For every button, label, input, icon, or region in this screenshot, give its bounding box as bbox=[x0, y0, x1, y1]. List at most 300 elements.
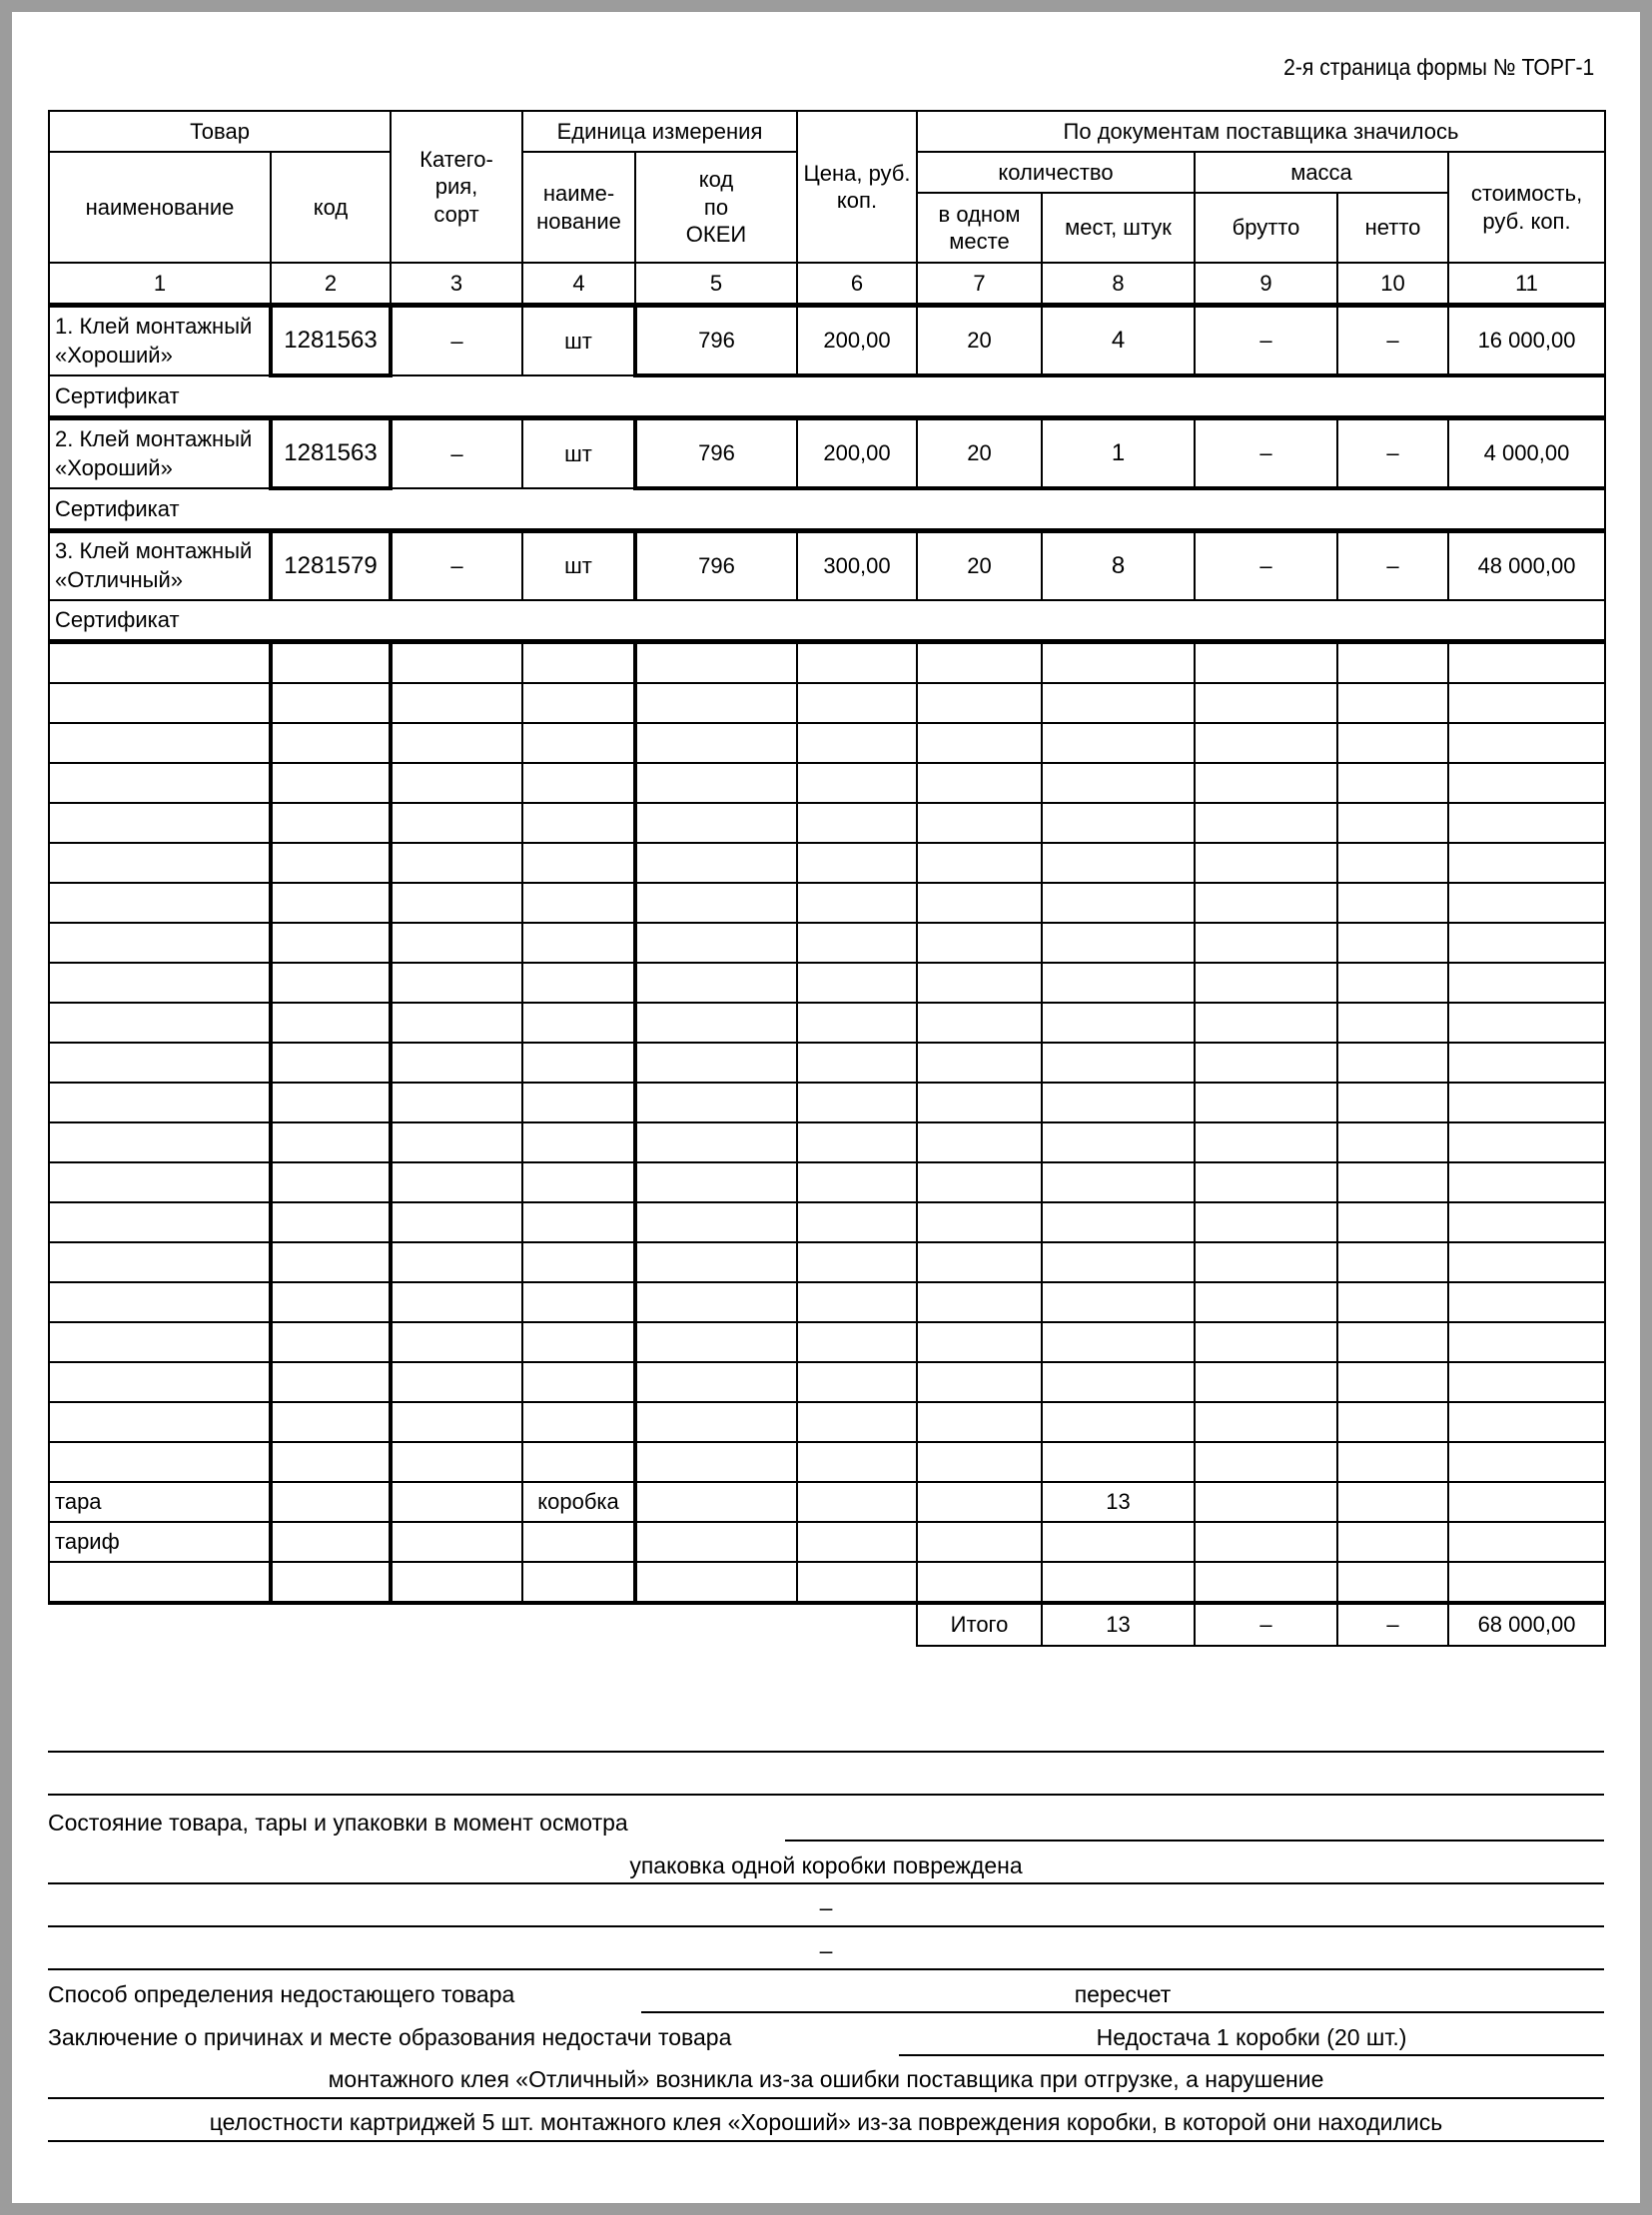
empty-cell bbox=[391, 642, 522, 684]
empty-cell bbox=[49, 1043, 271, 1083]
empty-cell bbox=[635, 923, 797, 963]
empty-table-row bbox=[49, 1242, 1605, 1282]
item-name: 3. Клей монтажный «Отличный» bbox=[49, 531, 271, 601]
empty-cell bbox=[49, 1242, 271, 1282]
header-per-place: в одном месте bbox=[917, 193, 1042, 263]
empty-cell bbox=[1042, 1242, 1195, 1282]
empty-cell bbox=[917, 1242, 1042, 1282]
empty-cell bbox=[635, 1043, 797, 1083]
empty-cell bbox=[1337, 683, 1448, 723]
empty-table-row bbox=[49, 1402, 1605, 1442]
column-number: 10 bbox=[1337, 263, 1448, 306]
totals-row bbox=[49, 1603, 1605, 1646]
empty-cell bbox=[49, 803, 271, 843]
empty-cell bbox=[797, 923, 917, 963]
empty-cell bbox=[49, 963, 271, 1003]
certificate-row bbox=[49, 488, 1605, 531]
empty-cell bbox=[635, 803, 797, 843]
header-quantity: количество bbox=[917, 152, 1195, 193]
empty-cell bbox=[49, 1282, 271, 1322]
empty-cell bbox=[1195, 803, 1337, 843]
empty-cell bbox=[1337, 1202, 1448, 1242]
empty-cell bbox=[635, 763, 797, 803]
column-number: 8 bbox=[1042, 263, 1195, 306]
empty-cell bbox=[1337, 803, 1448, 843]
empty-cell bbox=[391, 723, 522, 763]
empty-cell bbox=[49, 642, 271, 684]
empty-cell bbox=[1337, 1402, 1448, 1442]
item-per-place: 20 bbox=[917, 531, 1042, 601]
empty-cell bbox=[522, 763, 635, 803]
empty-cell bbox=[391, 923, 522, 963]
conclusion-line bbox=[48, 2140, 1604, 2142]
empty-cell bbox=[271, 1242, 391, 1282]
header-mass: масса bbox=[1195, 152, 1448, 193]
empty-cell bbox=[1042, 1003, 1195, 1043]
item-category: – bbox=[391, 306, 522, 376]
empty-cell bbox=[917, 1202, 1042, 1242]
empty-cell bbox=[49, 1162, 271, 1202]
empty-cell bbox=[49, 1442, 271, 1482]
empty-cell bbox=[797, 803, 917, 843]
empty-cell bbox=[1448, 683, 1605, 723]
header-okei: код по ОКЕИ bbox=[635, 152, 797, 263]
empty-cell bbox=[917, 1402, 1042, 1442]
item-okei: 796 bbox=[635, 531, 797, 601]
column-number: 9 bbox=[1195, 263, 1337, 306]
empty-cell bbox=[1448, 1003, 1605, 1043]
empty-cell bbox=[1337, 1362, 1448, 1402]
empty-cell bbox=[797, 1162, 917, 1202]
empty-cell bbox=[1195, 1122, 1337, 1162]
empty-table-row bbox=[49, 1162, 1605, 1202]
empty-cell bbox=[1042, 642, 1195, 684]
empty-cell bbox=[522, 1402, 635, 1442]
empty-cell bbox=[522, 883, 635, 923]
tarif-label: тариф bbox=[49, 1522, 271, 1562]
item-gross: – bbox=[1195, 306, 1337, 376]
empty-cell bbox=[391, 803, 522, 843]
empty-cell bbox=[917, 1362, 1042, 1402]
empty-cell bbox=[917, 963, 1042, 1003]
empty-cell bbox=[635, 1322, 797, 1362]
empty-cell bbox=[1195, 1362, 1337, 1402]
empty-cell bbox=[797, 883, 917, 923]
empty-cell bbox=[635, 1402, 797, 1442]
empty-cell bbox=[1337, 843, 1448, 883]
condition-line3: – bbox=[819, 1937, 833, 1963]
totals-cost: 68 000,00 bbox=[1448, 1603, 1605, 1646]
empty-cell bbox=[1042, 1442, 1195, 1482]
empty-cell bbox=[271, 723, 391, 763]
empty-cell bbox=[635, 642, 797, 684]
empty-cell bbox=[271, 883, 391, 923]
empty-table-row bbox=[49, 1322, 1605, 1362]
empty-cell bbox=[49, 923, 271, 963]
empty-cell bbox=[1042, 1282, 1195, 1322]
empty-cell bbox=[797, 1122, 917, 1162]
condition-line bbox=[48, 1882, 1604, 1884]
empty-cell bbox=[1042, 923, 1195, 963]
empty-cell bbox=[522, 1282, 635, 1322]
tara-unit: коробка bbox=[522, 1482, 635, 1522]
empty-cell bbox=[1042, 763, 1195, 803]
empty-cell bbox=[1448, 1083, 1605, 1122]
empty-cell bbox=[49, 763, 271, 803]
conclusion-label: Заключение о причинах и месте образования недостачи товара bbox=[48, 2024, 732, 2050]
empty-cell bbox=[1042, 1202, 1195, 1242]
empty-cell bbox=[1448, 963, 1605, 1003]
empty-cell bbox=[797, 1202, 917, 1242]
empty-cell bbox=[1042, 683, 1195, 723]
empty-cell bbox=[797, 1442, 917, 1482]
empty-cell bbox=[391, 683, 522, 723]
header-places: мест, штук bbox=[1042, 193, 1195, 263]
empty-table-row bbox=[49, 642, 1605, 684]
empty-cell bbox=[1195, 1043, 1337, 1083]
empty-cell bbox=[635, 1442, 797, 1482]
condition-value: упаковка одной коробки повреждена bbox=[629, 1852, 1023, 1878]
empty-cell bbox=[271, 1043, 391, 1083]
empty-cell bbox=[797, 1003, 917, 1043]
empty-cell bbox=[49, 1322, 271, 1362]
item-category: – bbox=[391, 531, 522, 601]
item-note: Сертификат bbox=[49, 488, 1605, 531]
empty-cell bbox=[1195, 1162, 1337, 1202]
empty-cell bbox=[1448, 1162, 1605, 1202]
header-unit-name: наиме-нование bbox=[522, 152, 635, 263]
item-cost: 16 000,00 bbox=[1448, 306, 1605, 376]
empty-cell bbox=[391, 1122, 522, 1162]
header-tovar: Товар bbox=[49, 111, 391, 152]
empty-cell bbox=[635, 1202, 797, 1242]
empty-cell bbox=[391, 963, 522, 1003]
column-number: 2 bbox=[271, 263, 391, 306]
empty-cell bbox=[1195, 723, 1337, 763]
empty-cell bbox=[635, 723, 797, 763]
empty-cell bbox=[635, 1362, 797, 1402]
empty-cell bbox=[1337, 763, 1448, 803]
empty-cell bbox=[635, 1162, 797, 1202]
empty-cell bbox=[271, 1122, 391, 1162]
header-category: Катего-рия, сорт bbox=[391, 111, 522, 263]
empty-cell bbox=[797, 642, 917, 684]
empty-cell bbox=[391, 1322, 522, 1362]
item-price: 200,00 bbox=[797, 418, 917, 489]
empty-cell bbox=[271, 1162, 391, 1202]
empty-cell bbox=[522, 843, 635, 883]
empty-cell bbox=[797, 843, 917, 883]
empty-table-row bbox=[49, 1083, 1605, 1122]
empty-table-row bbox=[49, 923, 1605, 963]
empty-cell bbox=[1195, 963, 1337, 1003]
empty-cell bbox=[522, 803, 635, 843]
empty-cell bbox=[797, 1322, 917, 1362]
empty-cell bbox=[1195, 1242, 1337, 1282]
empty-cell bbox=[797, 1282, 917, 1322]
empty-cell bbox=[522, 923, 635, 963]
empty-cell bbox=[917, 1322, 1042, 1362]
empty-cell bbox=[1042, 1162, 1195, 1202]
method-field-line bbox=[641, 2011, 1604, 2013]
empty-cell bbox=[391, 1402, 522, 1442]
empty-cell bbox=[797, 1362, 917, 1402]
empty-table-row bbox=[49, 1043, 1605, 1083]
empty-cell bbox=[522, 1003, 635, 1043]
empty-cell bbox=[271, 1442, 391, 1482]
tara-places: 13 bbox=[1042, 1482, 1195, 1522]
empty-cell bbox=[635, 1003, 797, 1043]
empty-cell bbox=[271, 1202, 391, 1242]
empty-cell bbox=[522, 1122, 635, 1162]
empty-cell bbox=[271, 843, 391, 883]
empty-cell bbox=[1042, 1122, 1195, 1162]
empty-cell bbox=[49, 843, 271, 883]
empty-cell bbox=[522, 1043, 635, 1083]
empty-cell bbox=[797, 1043, 917, 1083]
empty-table-row bbox=[49, 723, 1605, 763]
empty-table-row bbox=[49, 1442, 1605, 1482]
empty-cell bbox=[1195, 1202, 1337, 1242]
condition-line bbox=[48, 1925, 1604, 1927]
empty-table-row bbox=[49, 1003, 1605, 1043]
header-price: Цена, руб. коп. bbox=[797, 111, 917, 263]
item-unit: шт bbox=[522, 531, 635, 601]
empty-cell bbox=[1448, 1202, 1605, 1242]
empty-cell bbox=[271, 803, 391, 843]
item-code: 1281579 bbox=[271, 531, 391, 601]
empty-cell bbox=[271, 923, 391, 963]
empty-cell bbox=[917, 683, 1042, 723]
empty-cell bbox=[917, 1442, 1042, 1482]
table-row bbox=[49, 306, 1605, 376]
empty-cell bbox=[1448, 1442, 1605, 1482]
empty-cell bbox=[797, 1083, 917, 1122]
empty-cell bbox=[635, 963, 797, 1003]
header-unit: Единица измерения bbox=[522, 111, 797, 152]
empty-cell bbox=[1337, 1322, 1448, 1362]
empty-cell bbox=[1195, 683, 1337, 723]
empty-cell bbox=[271, 642, 391, 684]
empty-cell bbox=[1195, 923, 1337, 963]
empty-cell bbox=[49, 1362, 271, 1402]
empty-cell bbox=[391, 1242, 522, 1282]
empty-cell bbox=[917, 642, 1042, 684]
empty-cell bbox=[391, 1202, 522, 1242]
empty-table-row bbox=[49, 843, 1605, 883]
empty-cell bbox=[49, 723, 271, 763]
tara-row bbox=[49, 1482, 1605, 1522]
empty-cell bbox=[522, 963, 635, 1003]
column-number: 3 bbox=[391, 263, 522, 306]
empty-cell bbox=[917, 1282, 1042, 1322]
empty-cell bbox=[635, 1282, 797, 1322]
conclusion-line bbox=[48, 2097, 1604, 2099]
empty-cell bbox=[522, 723, 635, 763]
empty-cell bbox=[635, 683, 797, 723]
item-places: 4 bbox=[1042, 306, 1195, 376]
empty-cell bbox=[1448, 883, 1605, 923]
empty-cell bbox=[271, 1362, 391, 1402]
empty-cell bbox=[522, 1162, 635, 1202]
empty-cell bbox=[635, 1083, 797, 1122]
column-number: 11 bbox=[1448, 263, 1605, 306]
empty-cell bbox=[1195, 1442, 1337, 1482]
empty-cell bbox=[1042, 1402, 1195, 1442]
empty-table-row bbox=[49, 883, 1605, 923]
empty-cell bbox=[1042, 843, 1195, 883]
empty-cell bbox=[1448, 642, 1605, 684]
empty-cell bbox=[1448, 1282, 1605, 1322]
empty-cell bbox=[1337, 1282, 1448, 1322]
empty-cell bbox=[1448, 923, 1605, 963]
header-name: наименование bbox=[49, 152, 271, 263]
empty-cell bbox=[391, 1282, 522, 1322]
empty-cell bbox=[1337, 1083, 1448, 1122]
item-gross: – bbox=[1195, 418, 1337, 489]
empty-cell bbox=[1195, 1402, 1337, 1442]
header-net: нетто bbox=[1337, 193, 1448, 263]
empty-cell bbox=[917, 1162, 1042, 1202]
item-price: 200,00 bbox=[797, 306, 917, 376]
conclusion-line3: целостности картриджей 5 шт. монтажного клея «Хороший» из-за повреждения коробки, в которой они находились bbox=[209, 2109, 1443, 2135]
item-code: 1281563 bbox=[271, 418, 391, 489]
certificate-row bbox=[49, 600, 1605, 642]
empty-table-row bbox=[49, 683, 1605, 723]
empty-cell bbox=[1042, 1083, 1195, 1122]
item-category: – bbox=[391, 418, 522, 489]
empty-cell bbox=[49, 1402, 271, 1442]
blank-row bbox=[49, 1562, 1605, 1603]
empty-cell bbox=[522, 1083, 635, 1122]
item-cost: 48 000,00 bbox=[1448, 531, 1605, 601]
empty-cell bbox=[522, 1322, 635, 1362]
blank-line bbox=[48, 1794, 1604, 1796]
item-places: 1 bbox=[1042, 418, 1195, 489]
empty-cell bbox=[522, 683, 635, 723]
empty-cell bbox=[1448, 1362, 1605, 1402]
tara-label: тара bbox=[49, 1482, 271, 1522]
empty-cell bbox=[522, 1362, 635, 1402]
empty-cell bbox=[522, 1202, 635, 1242]
empty-cell bbox=[49, 683, 271, 723]
empty-cell bbox=[391, 1043, 522, 1083]
empty-cell bbox=[917, 1122, 1042, 1162]
certificate-row bbox=[49, 375, 1605, 418]
empty-cell bbox=[522, 642, 635, 684]
empty-cell bbox=[271, 1402, 391, 1442]
column-numbers-row bbox=[49, 263, 1605, 306]
header-supplier-docs: По документам поставщика значилось bbox=[917, 111, 1605, 152]
item-unit: шт bbox=[522, 306, 635, 376]
empty-cell bbox=[917, 803, 1042, 843]
item-name: 1. Клей монтажный «Хороший» bbox=[49, 306, 271, 376]
empty-cell bbox=[917, 843, 1042, 883]
header-code: код bbox=[271, 152, 391, 263]
empty-cell bbox=[1337, 1122, 1448, 1162]
empty-cell bbox=[391, 843, 522, 883]
empty-cell bbox=[917, 763, 1042, 803]
empty-cell bbox=[1195, 883, 1337, 923]
condition-line bbox=[48, 1968, 1604, 1970]
empty-cell bbox=[797, 1242, 917, 1282]
empty-cell bbox=[271, 1083, 391, 1122]
empty-cell bbox=[49, 1083, 271, 1122]
empty-cell bbox=[1448, 763, 1605, 803]
empty-cell bbox=[1042, 803, 1195, 843]
empty-cell bbox=[1448, 1242, 1605, 1282]
empty-cell bbox=[1042, 723, 1195, 763]
empty-cell bbox=[522, 1242, 635, 1282]
empty-cell bbox=[49, 1003, 271, 1043]
empty-cell bbox=[391, 1162, 522, 1202]
empty-cell bbox=[1042, 1322, 1195, 1362]
item-code: 1281563 bbox=[271, 306, 391, 376]
empty-cell bbox=[271, 1322, 391, 1362]
empty-cell bbox=[917, 923, 1042, 963]
empty-table-row bbox=[49, 1362, 1605, 1402]
conclusion-line2: монтажного клея «Отличный» возникла из-за ошибки поставщика при отгрузке, а нарушение bbox=[328, 2066, 1324, 2092]
item-note: Сертификат bbox=[49, 600, 1605, 642]
empty-cell bbox=[391, 1003, 522, 1043]
empty-table-row bbox=[49, 1282, 1605, 1322]
empty-cell bbox=[635, 843, 797, 883]
item-unit: шт bbox=[522, 418, 635, 489]
table-row bbox=[49, 418, 1605, 489]
empty-cell bbox=[917, 1003, 1042, 1043]
goods-table bbox=[48, 110, 1606, 1647]
empty-cell bbox=[1448, 1322, 1605, 1362]
empty-cell bbox=[271, 683, 391, 723]
empty-cell bbox=[1337, 883, 1448, 923]
empty-cell bbox=[391, 883, 522, 923]
blank-line bbox=[48, 1751, 1604, 1753]
item-note: Сертификат bbox=[49, 375, 1605, 418]
empty-cell bbox=[1195, 843, 1337, 883]
conclusion-field-line bbox=[899, 2054, 1604, 2056]
empty-cell bbox=[1448, 1043, 1605, 1083]
header-cost: стоимость, руб. коп. bbox=[1448, 152, 1605, 263]
empty-cell bbox=[1195, 1083, 1337, 1122]
conclusion-line1: Недостача 1 коробки (20 шт.) bbox=[1096, 2024, 1407, 2050]
empty-cell bbox=[1337, 963, 1448, 1003]
totals-places: 13 bbox=[1042, 1603, 1195, 1646]
empty-cell bbox=[391, 1083, 522, 1122]
empty-cell bbox=[391, 1362, 522, 1402]
tarif-row bbox=[49, 1522, 1605, 1562]
empty-cell bbox=[271, 963, 391, 1003]
column-number: 1 bbox=[49, 263, 271, 306]
header-row-top bbox=[49, 111, 1605, 152]
item-net: – bbox=[1337, 306, 1448, 376]
empty-table-row bbox=[49, 963, 1605, 1003]
empty-cell bbox=[1042, 1362, 1195, 1402]
empty-table-row bbox=[49, 763, 1605, 803]
header-gross: брутто bbox=[1195, 193, 1337, 263]
empty-cell bbox=[49, 1202, 271, 1242]
empty-cell bbox=[1195, 763, 1337, 803]
empty-cell bbox=[1042, 963, 1195, 1003]
empty-cell bbox=[1448, 803, 1605, 843]
condition-line2: – bbox=[819, 1894, 833, 1920]
empty-cell bbox=[1448, 1122, 1605, 1162]
condition-field-line bbox=[785, 1840, 1604, 1842]
totals-net: – bbox=[1337, 1603, 1448, 1646]
method-label: Способ определения недостающего товара bbox=[48, 1981, 515, 2007]
empty-cell bbox=[797, 723, 917, 763]
empty-cell bbox=[1195, 1322, 1337, 1362]
empty-cell bbox=[917, 723, 1042, 763]
